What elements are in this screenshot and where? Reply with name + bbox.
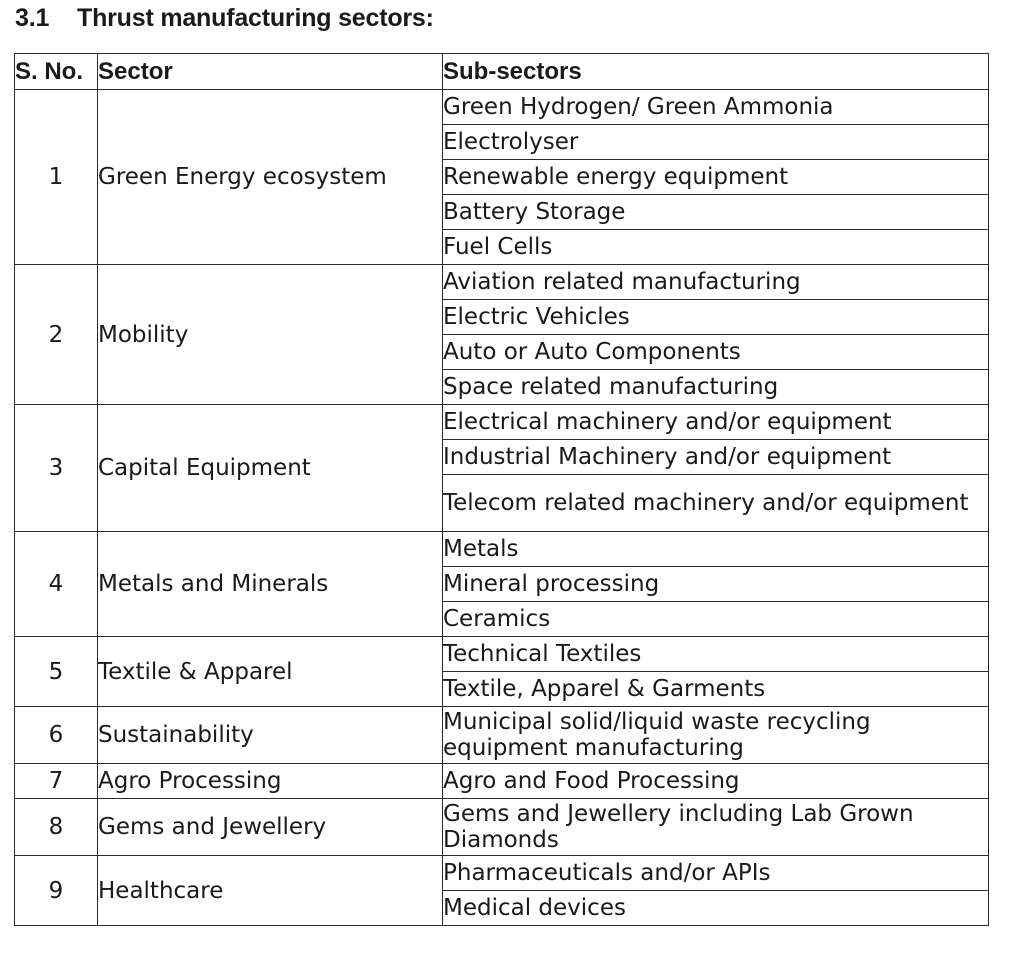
header-subsectors: Sub-sectors	[443, 54, 989, 90]
section-title: Thrust manufacturing sectors:	[77, 4, 434, 32]
subsector-cell: Technical Textiles	[443, 637, 989, 672]
subsector-cell: Industrial Machinery and/or equipment	[443, 440, 989, 475]
subsector-cell: Mineral processing	[443, 567, 989, 602]
serial-number-cell: 6	[15, 707, 98, 764]
table-body	[15, 90, 989, 926]
header-sector: Sector	[98, 54, 443, 90]
sector-cell: Sustainability	[98, 707, 443, 764]
subsector-cell: Fuel Cells	[443, 230, 989, 265]
table-row	[15, 637, 989, 672]
section-number: 3.1	[15, 4, 50, 32]
sector-cell: Mobility	[98, 265, 443, 405]
subsector-cell: Green Hydrogen/ Green Ammonia	[443, 90, 989, 125]
serial-number-cell: 3	[15, 405, 98, 532]
table-header-row	[15, 54, 989, 90]
subsector-cell: Renewable energy equipment	[443, 160, 989, 195]
subsector-cell: Aviation related manufacturing	[443, 265, 989, 300]
sector-cell: Green Energy ecosystem	[98, 90, 443, 265]
serial-number-cell: 5	[15, 637, 98, 707]
table-row	[15, 405, 989, 440]
sector-cell: Agro Processing	[98, 764, 443, 799]
sector-cell: Capital Equipment	[98, 405, 443, 532]
subsector-cell: Medical devices	[443, 891, 989, 926]
table-row	[15, 764, 989, 799]
sector-cell: Textile & Apparel	[98, 637, 443, 707]
serial-number-cell: 2	[15, 265, 98, 405]
sector-cell: Gems and Jewellery	[98, 799, 443, 856]
subsector-cell: Electrolyser	[443, 125, 989, 160]
serial-number-cell: 7	[15, 764, 98, 799]
serial-number-cell: 4	[15, 532, 98, 637]
table-row	[15, 856, 989, 891]
table-row	[15, 707, 989, 764]
subsector-cell: Agro and Food Processing	[443, 764, 989, 799]
table-row	[15, 532, 989, 567]
subsector-cell: Metals	[443, 532, 989, 567]
subsector-cell: Gems and Jewellery including Lab Grown Diamonds	[443, 799, 989, 856]
sector-cell: Metals and Minerals	[98, 532, 443, 637]
section-heading	[15, 4, 434, 33]
sector-cell: Healthcare	[98, 856, 443, 926]
subsector-cell: Ceramics	[443, 602, 989, 637]
serial-number-cell: 8	[15, 799, 98, 856]
table-row	[15, 90, 989, 125]
subsector-cell: Battery Storage	[443, 195, 989, 230]
serial-number-cell: 1	[15, 90, 98, 265]
table-row	[15, 265, 989, 300]
header-sno: S. No.	[15, 54, 98, 90]
subsector-cell: Space related manufacturing	[443, 370, 989, 405]
table-row	[15, 799, 989, 856]
thrust-sectors-table	[14, 53, 989, 926]
subsector-cell: Electrical machinery and/or equipment	[443, 405, 989, 440]
subsector-cell: Municipal solid/liquid waste recycling equipment manufacturing	[443, 707, 989, 764]
subsector-cell: Auto or Auto Components	[443, 335, 989, 370]
serial-number-cell: 9	[15, 856, 98, 926]
subsector-cell: Electric Vehicles	[443, 300, 989, 335]
subsector-cell: Pharmaceuticals and/or APIs	[443, 856, 989, 891]
subsector-cell: Textile, Apparel & Garments	[443, 672, 989, 707]
subsector-cell: Telecom related machinery and/or equipment	[443, 475, 989, 532]
